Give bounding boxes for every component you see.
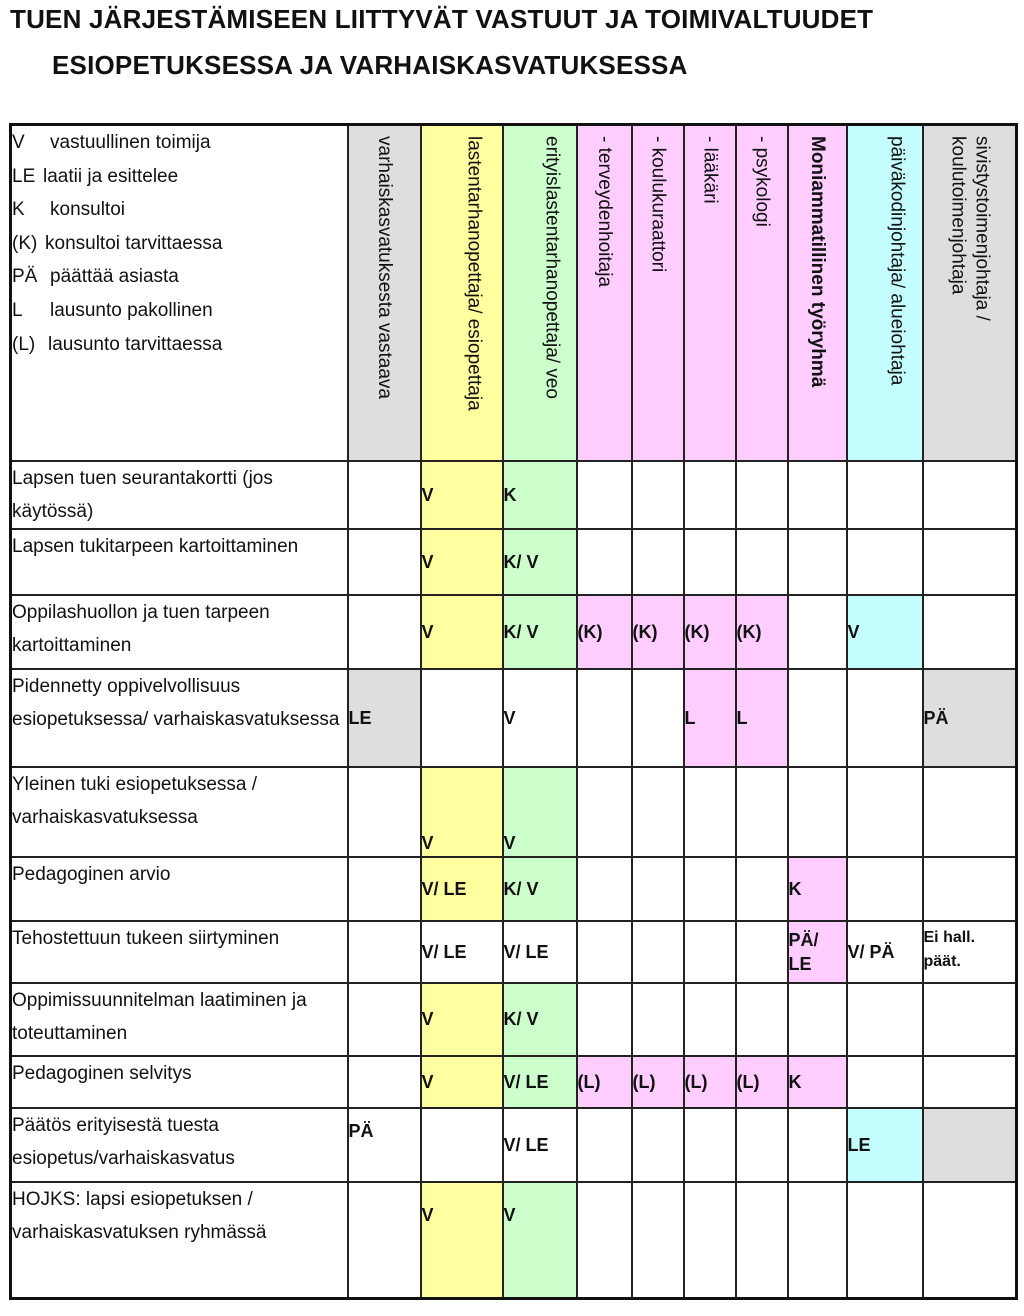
value-cell: K/ V — [503, 529, 577, 595]
responsibility-table — [9, 123, 1018, 1300]
value-cell — [348, 857, 421, 921]
table-row — [11, 1108, 1017, 1182]
value-cell: K — [503, 461, 577, 529]
value-cell: PÄ — [348, 1108, 421, 1182]
task-label: Pidennetty oppivelvollisuus esiopetuksessa/ varhaiskasvatuksessa — [11, 669, 348, 767]
value-cell — [923, 1108, 1017, 1182]
value-cell — [348, 767, 421, 857]
value-cell — [577, 767, 632, 857]
role-header-laakari: - lääkäri — [684, 125, 736, 462]
table-row — [11, 983, 1017, 1056]
value-cell — [684, 1108, 736, 1182]
legend-item: K konsultoi — [12, 199, 125, 221]
value-cell: (K) — [684, 595, 736, 669]
value-cell — [348, 595, 421, 669]
value-cell — [348, 1056, 421, 1108]
value-cell — [736, 857, 788, 921]
value-cell — [788, 983, 847, 1056]
value-cell — [736, 1108, 788, 1182]
value-cell — [736, 983, 788, 1056]
value-cell — [577, 529, 632, 595]
value-cell: Ei hall. päät. — [923, 921, 1017, 983]
role-header-moniammatillinen-tyoryhma: Moniammatillinen työryhmä — [788, 125, 847, 462]
table-row — [11, 921, 1017, 983]
table-row — [11, 669, 1017, 767]
role-header-paivakodinjohtaja: päiväkodinjohtaja/ alueiohtaja — [847, 125, 923, 462]
value-cell — [577, 921, 632, 983]
value-cell: V — [421, 529, 503, 595]
value-cell — [788, 767, 847, 857]
value-cell: K — [788, 857, 847, 921]
legend-item: (L) lausunto tarvittaessa — [12, 333, 223, 355]
value-cell: (K) — [632, 595, 684, 669]
value-cell — [348, 983, 421, 1056]
value-cell — [847, 529, 923, 595]
value-cell — [577, 669, 632, 767]
value-cell: L — [736, 669, 788, 767]
table-row — [11, 595, 1017, 669]
role-header-koulukuraattori: - koulukuraattori — [632, 125, 684, 462]
task-label: Lapsen tukitarpeen kartoittaminen — [11, 529, 348, 595]
value-cell: (K) — [577, 595, 632, 669]
value-cell: V — [503, 1182, 577, 1298]
table-row — [11, 461, 1017, 529]
value-cell — [736, 921, 788, 983]
value-cell: V/ LE — [503, 1108, 577, 1182]
value-cell: (L) — [736, 1056, 788, 1108]
legend-item: V vastuullinen toimija — [12, 132, 211, 153]
value-cell: V — [847, 595, 923, 669]
value-cell — [577, 983, 632, 1056]
value-cell: (L) — [577, 1056, 632, 1108]
value-cell — [736, 461, 788, 529]
value-cell: V — [421, 767, 503, 857]
page-title-line1: TUEN JÄRJESTÄMISEEN LIITTYVÄT VASTUUT JA TOIMIVALTUUDET — [10, 4, 874, 34]
value-cell: PÄ — [923, 669, 1017, 767]
value-cell: V/ LE — [503, 921, 577, 983]
value-cell: (L) — [632, 1056, 684, 1108]
value-cell — [632, 1182, 684, 1298]
value-cell — [923, 767, 1017, 857]
role-header-lastentarhanopettaja: lastentarhanopettaja/ esiopettaja — [421, 125, 503, 462]
value-cell — [923, 595, 1017, 669]
value-cell: L — [684, 669, 736, 767]
value-cell — [847, 669, 923, 767]
value-cell — [788, 1182, 847, 1298]
table-row — [11, 767, 1017, 857]
value-cell: (K) — [736, 595, 788, 669]
value-cell — [684, 1182, 736, 1298]
table-row — [11, 1056, 1017, 1108]
value-cell: PÄ/ LE — [788, 921, 847, 983]
value-cell — [847, 983, 923, 1056]
value-cell — [923, 529, 1017, 595]
value-cell — [632, 669, 684, 767]
value-cell: V — [503, 767, 577, 857]
value-cell: V — [421, 461, 503, 529]
table-row — [11, 529, 1017, 595]
value-cell — [788, 1108, 847, 1182]
role-header-varhaiskasvatuksesta-vastaava: varhaiskasvatuksesta vastaava — [348, 125, 421, 462]
value-cell — [348, 529, 421, 595]
value-cell — [632, 983, 684, 1056]
value-cell: LE — [847, 1108, 923, 1182]
task-label: Päätös erityisestä tuesta esiopetus/varhaiskasvatus — [11, 1108, 348, 1182]
value-cell — [788, 595, 847, 669]
value-cell — [788, 669, 847, 767]
task-label: Oppilashuollon ja tuen tarpeen kartoittaminen — [11, 595, 348, 669]
value-cell — [788, 461, 847, 529]
value-cell — [348, 921, 421, 983]
task-label: Lapsen tuen seurantakortti (jos käytössä) — [11, 461, 348, 529]
value-cell: V/ PÄ — [847, 921, 923, 983]
legend-item: (K) konsultoi tarvittaessa — [12, 232, 223, 254]
value-cell — [348, 1182, 421, 1298]
value-cell — [923, 1182, 1017, 1298]
value-cell — [684, 983, 736, 1056]
value-cell — [632, 767, 684, 857]
value-cell: V/ LE — [503, 1056, 577, 1108]
role-header-psykologi: - psykologi — [736, 125, 788, 462]
value-cell: K/ V — [503, 857, 577, 921]
value-cell — [684, 529, 736, 595]
value-cell — [632, 921, 684, 983]
legend-item: L lausunto pakollinen — [12, 299, 213, 321]
task-label: Pedagoginen selvitys — [11, 1056, 348, 1108]
legend-cell — [11, 125, 348, 462]
value-cell — [923, 983, 1017, 1056]
value-cell — [923, 1056, 1017, 1108]
value-cell: V — [503, 669, 577, 767]
value-cell — [847, 767, 923, 857]
value-cell — [684, 461, 736, 529]
value-cell — [684, 857, 736, 921]
value-cell — [632, 529, 684, 595]
value-cell — [632, 461, 684, 529]
value-cell: LE — [348, 669, 421, 767]
value-cell — [577, 1182, 632, 1298]
value-cell — [923, 461, 1017, 529]
value-cell: (L) — [684, 1056, 736, 1108]
task-label: Oppimissuunnitelman laatiminen ja toteuttaminen — [11, 983, 348, 1056]
value-cell: V — [421, 1182, 503, 1298]
value-cell — [632, 1108, 684, 1182]
value-cell — [847, 857, 923, 921]
role-header-erityislastentarhanopettaja: erityislastentarhanopettaja/ veo — [503, 125, 577, 462]
value-cell — [736, 529, 788, 595]
legend-item: LE laatii ja esittelee — [12, 165, 179, 187]
task-label: HOJKS: lapsi esiopetuksen / varhaiskasvatuksen ryhmässä — [11, 1182, 348, 1298]
value-cell — [348, 461, 421, 529]
value-cell: V/ LE — [421, 921, 503, 983]
value-cell — [788, 529, 847, 595]
value-cell — [577, 461, 632, 529]
value-cell — [847, 461, 923, 529]
legend-item: PÄ päättää asiasta — [12, 266, 179, 288]
value-cell: V — [421, 595, 503, 669]
value-cell: K — [788, 1056, 847, 1108]
value-cell — [632, 857, 684, 921]
value-cell — [736, 1182, 788, 1298]
value-cell — [923, 857, 1017, 921]
task-label: Tehostettuun tukeen siirtyminen — [11, 921, 348, 983]
value-cell — [847, 1056, 923, 1108]
task-label: Pedagoginen arvio — [11, 857, 348, 921]
value-cell — [736, 767, 788, 857]
value-cell: K/ V — [503, 983, 577, 1056]
value-cell — [421, 669, 503, 767]
value-cell — [421, 1108, 503, 1182]
table-row — [11, 1182, 1017, 1298]
value-cell: V/ LE — [421, 857, 503, 921]
value-cell: K/ V — [503, 595, 577, 669]
value-cell — [847, 1182, 923, 1298]
value-cell — [577, 1108, 632, 1182]
value-cell — [684, 921, 736, 983]
role-header-terveydenhoitaja: - terveydenhoitaja — [577, 125, 632, 462]
task-label: Yleinen tuki esiopetuksessa / varhaiskasvatuksessa — [11, 767, 348, 857]
value-cell — [684, 767, 736, 857]
value-cell — [577, 857, 632, 921]
role-header-sivistystoimenjohtaja: sivistystoimenjohtaja / koulutoimenjohtaja — [923, 125, 1017, 462]
table-row — [11, 857, 1017, 921]
value-cell: V — [421, 1056, 503, 1108]
value-cell: V — [421, 983, 503, 1056]
page-title-line2: ESIOPETUKSESSA JA VARHAISKASVATUKSESSA — [52, 50, 688, 80]
